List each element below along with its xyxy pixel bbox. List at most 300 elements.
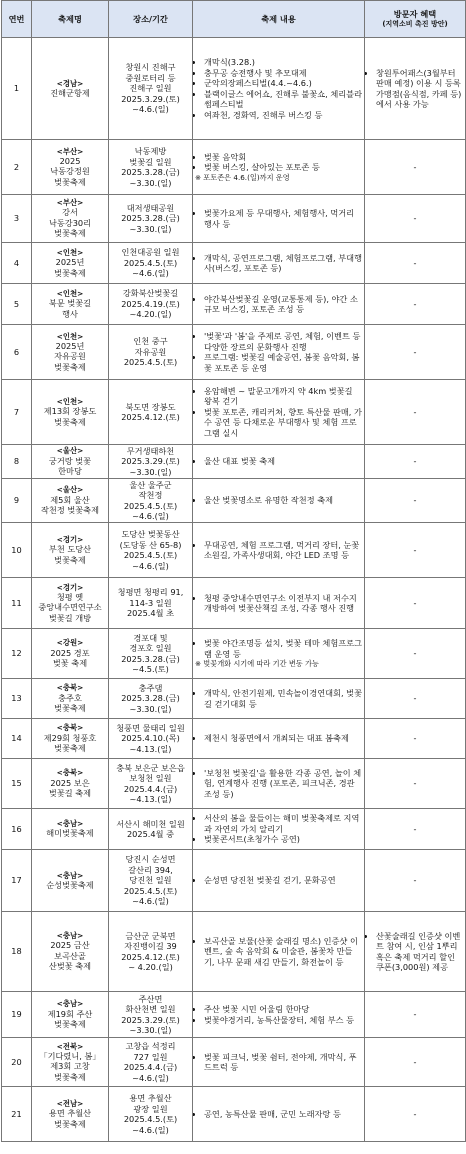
region-tag: <경남> <box>56 78 84 88</box>
visitor-benefit-cell: - <box>365 523 466 578</box>
row-number: 21 <box>2 1087 32 1142</box>
place-period-line: ~4.6.(일) <box>132 1072 169 1083</box>
visitor-benefit-cell: - <box>365 992 466 1038</box>
festival-name: 벚꽃축제 <box>54 703 86 714</box>
festival-name: 벚꽃축제 <box>54 416 86 427</box>
row-number: 17 <box>2 850 32 912</box>
content-item: • 무대공연, 체험 프로그램, 먹거리 장터, 눈꽃소원길, 가족사생대회, 야간 LED 조명 등 <box>204 540 362 561</box>
content-list <box>195 813 362 845</box>
visitor-benefit-cell: - <box>365 1038 466 1087</box>
festival-name: 부천 도당산 <box>48 544 92 555</box>
header-no: 연번 <box>2 1 32 38</box>
row-number: 10 <box>2 523 32 578</box>
content-note: ※ 벚꽃개화 시기에 따라 기간 변동 가능 <box>195 659 319 669</box>
festival-name-cell <box>32 140 109 195</box>
content-item: • 벚꽃 야간조명등 설치, 벚꽃 테마 체험프로그램 운영 등 <box>204 638 362 659</box>
content-item: • 보곡산골 보물(산꽃 술래길 명소) 인증샷 이벤트, 숲 속 음악회 & 미술관, 봄꽃차 만들기, 나무 문패 새김 만들기, 화전놀이 등 <box>204 936 362 968</box>
festival-name: 2025 경포 <box>50 647 90 658</box>
place-period-line: 작천정 <box>138 490 163 500</box>
content-list <box>195 733 362 744</box>
place-period-line: 2025.4.5.(토) <box>123 885 178 896</box>
region-tag: <인천> <box>56 396 84 406</box>
header-name: 축제명 <box>32 1 109 38</box>
row-number: 16 <box>2 809 32 850</box>
visitor-benefit-cell: - <box>365 243 466 284</box>
content-list <box>195 1004 362 1025</box>
content-list <box>195 57 362 120</box>
content-list <box>195 1052 362 1073</box>
place-period-line: 청평면 청평리 91, <box>117 587 184 598</box>
festival-name-cell <box>32 479 109 523</box>
place-period-line: ~3.30.(일) <box>129 177 172 188</box>
place-period-line: ~4.13.(일) <box>129 743 172 754</box>
festival-name-cell <box>32 912 109 992</box>
content-list <box>195 593 362 614</box>
row-number: 8 <box>2 445 32 479</box>
visitor-benefit-cell: - <box>365 759 466 809</box>
place-period-cell <box>109 140 193 195</box>
festival-name: 낙동강정원 <box>50 166 90 177</box>
place-period-line: 고창읍 석정리 <box>125 1041 176 1051</box>
content-item: • 충무공 승전행사 및 추모대제 <box>204 68 362 79</box>
festival-name-cell <box>32 679 109 719</box>
visitor-benefit-cell: - <box>365 629 466 679</box>
region-tag: <인천> <box>56 331 84 341</box>
place-period-line: 2025.3.28.(금) <box>121 693 180 704</box>
festival-content-cell <box>193 719 365 759</box>
place-period-line: 2025.4.10.(목) <box>121 733 180 744</box>
festival-content-cell <box>193 629 365 679</box>
place-period-cell <box>109 325 193 380</box>
row-number: 14 <box>2 719 32 759</box>
visitor-benefit-cell: - <box>365 325 466 380</box>
place-period-line: 금산군 군북면 <box>125 930 176 941</box>
table-row <box>2 140 466 195</box>
place-period-line: 낙동제방 <box>134 146 167 156</box>
festival-content-cell <box>193 140 365 195</box>
place-period-line: 당진시 순성면 <box>125 854 176 865</box>
festival-name: 산벚꽃 축제 <box>48 961 92 972</box>
table-row <box>2 1038 466 1087</box>
festival-name-cell <box>32 759 109 809</box>
table-body <box>2 38 466 1142</box>
festival-name: 제19회 주산 <box>47 1008 93 1019</box>
festival-content-cell <box>193 809 365 850</box>
place-period-cell <box>109 1038 193 1087</box>
place-period-cell <box>109 679 193 719</box>
region-tag: <울산> <box>56 446 84 456</box>
row-number: 11 <box>2 578 32 629</box>
place-period-line: 자진뱅이길 39 <box>124 941 177 951</box>
festival-name-cell <box>32 992 109 1038</box>
row-number: 9 <box>2 479 32 523</box>
row-number: 5 <box>2 284 32 325</box>
row-number: 7 <box>2 380 32 445</box>
place-period-line: 2025.4.5.(토) <box>123 500 178 511</box>
festival-content-cell <box>193 38 365 140</box>
content-item: • 순성면 당진천 벚꽃길 걷기, 문화공연 <box>204 875 362 886</box>
place-period-line: ~4.6.(일) <box>132 1124 169 1135</box>
content-item: • 서산의 봄을 물들이는 해미 벚꽃축제로 지역과 자연의 가치 알리기 <box>204 813 362 834</box>
header-benefit-title: 방문자 혜택 <box>393 9 437 20</box>
place-period-line: 2025.3.28.(금) <box>121 213 180 224</box>
place-period-line: 중원로터리 등 <box>125 72 176 83</box>
festival-content-cell <box>193 195 365 243</box>
festival-content-cell <box>193 679 365 719</box>
place-period-line: 2025.4.4.(금) <box>123 1062 178 1072</box>
content-item: • 여좌천, 경화역, 진해루 버스킹 등 <box>204 110 362 121</box>
festival-name: 제3회 고창 <box>50 1061 90 1072</box>
place-period-line: ~ 4.20.(일) <box>128 962 173 972</box>
row-number: 12 <box>2 629 32 679</box>
festival-name: 벚꽃축제 <box>54 267 86 278</box>
festival-name: 벚꽃축제 <box>54 228 86 239</box>
content-item: • 울산 대표 벚꽃 축제 <box>204 456 362 467</box>
benefit-list <box>367 68 463 110</box>
content-item: • 개막식, 안전기원제, 민속놀이경연대회, 벚꽃길 걷기대회 등 <box>204 688 362 709</box>
visitor-benefit-cell <box>365 38 466 140</box>
festival-name: 충주호 <box>58 692 82 703</box>
place-period-line: ~4.6.(일) <box>132 560 169 571</box>
place-period-line: 창원시 진해구 <box>125 62 176 73</box>
place-period-line: 울산 울주군 <box>129 479 172 490</box>
festival-name: 중앙내수면연구소 <box>38 602 102 613</box>
place-period-cell <box>109 479 193 523</box>
festival-name: 벚꽃축제 <box>54 554 86 565</box>
place-period-line: ~3.30.(일) <box>129 223 172 234</box>
festival-content-cell <box>193 759 365 809</box>
place-period-line: ~3.30.(일) <box>129 466 172 477</box>
region-tag: <인천> <box>56 288 84 298</box>
place-period-line: 보청천 일원 <box>129 773 172 783</box>
place-period-line: 2025.4.5.(토) <box>123 257 178 268</box>
benefit-item: • 창원투어패스(3월부터 판매 예정) 이용 시 등록 가맹점(음식점, 카페 등)에서 사용 가능 <box>376 68 463 110</box>
place-period-line: 2025.3.29.(토) <box>121 456 180 467</box>
content-item: • 제천시 청풍면에서 개최되는 대표 봄축제 <box>204 733 362 744</box>
content-list <box>195 1109 362 1120</box>
festival-name-cell <box>32 284 109 325</box>
content-item: • 벚꽃 버스킹, 살아있는 포토존 등 <box>204 162 362 173</box>
region-tag: <울산> <box>56 485 84 495</box>
festival-name-cell <box>32 325 109 380</box>
table-row <box>2 759 466 809</box>
festival-name: 벚꽃길 축제 <box>48 788 92 799</box>
row-number: 13 <box>2 679 32 719</box>
place-period-line: 서산시 해미천 일원 <box>116 818 185 829</box>
content-list <box>195 253 362 274</box>
place-period-line: 경포대 및 <box>133 632 168 643</box>
festival-name-cell <box>32 523 109 578</box>
festival-name: 벚꽃축제 <box>54 743 86 754</box>
place-period-line: 727 일원 <box>133 1051 168 1062</box>
content-item: • 개막식(3.28.) <box>204 57 362 68</box>
place-period-line: ~3.30.(일) <box>129 703 172 714</box>
festival-content-cell <box>193 325 365 380</box>
region-tag: <전남> <box>56 1098 84 1108</box>
row-number: 20 <box>2 1038 32 1087</box>
festival-content-cell <box>193 850 365 912</box>
place-period-line: 주산면 <box>138 993 163 1004</box>
place-period-cell <box>109 578 193 629</box>
place-period-line: 당진천 일원 <box>129 875 172 886</box>
festival-name: 한마당 <box>58 466 82 477</box>
row-number: 19 <box>2 992 32 1038</box>
place-period-line: 도당산 벚꽃동산 <box>121 529 180 539</box>
festival-name: 보곡산골 <box>54 950 86 961</box>
place-period-cell <box>109 195 193 243</box>
table-row <box>2 380 466 445</box>
festival-name-cell <box>32 850 109 912</box>
place-period-cell <box>109 759 193 809</box>
content-item: • 벚꽃콘서트(초청가수 공연) <box>204 834 362 845</box>
benefit-item: • 산꽃술래길 인증샷 이벤트 참여 시, 인삼 1뿌리 혹은 축제 먹거리 할인 쿠폰(3,000원) 제공 <box>376 931 463 973</box>
festival-name: 제5회 울산 <box>50 494 90 505</box>
place-period-line: 2025.4.12.(토) <box>121 951 180 962</box>
place-period-line: 2025.4.5.(토) <box>123 357 178 368</box>
region-tag: <충남> <box>56 870 84 880</box>
region-tag: <강원> <box>56 638 84 648</box>
place-period-line: 2025.4월 중 <box>126 829 175 839</box>
festival-name: 행사 <box>62 308 78 319</box>
visitor-benefit-cell: - <box>365 445 466 479</box>
festival-name: 제29회 청풍호 <box>43 732 97 743</box>
festival-content-cell <box>193 992 365 1038</box>
content-item: • '벚꽃'과 '봄'을 주제로 공연, 체험, 이벤트 등 다양한 장르의 문화행사 진행 <box>204 331 362 352</box>
region-tag: <충남> <box>56 999 84 1009</box>
festival-name: 2025년 <box>55 257 85 268</box>
table-row <box>2 992 466 1038</box>
content-list <box>195 495 362 506</box>
content-item: • 군악의장페스티벌(4.4.~4.6.) <box>204 78 362 89</box>
visitor-benefit-cell: - <box>365 195 466 243</box>
festival-name-cell <box>32 445 109 479</box>
region-tag: <경기> <box>56 534 84 544</box>
place-period-line: 114-3 일원 <box>129 597 172 608</box>
festival-name: 벚꽃축제 <box>54 1071 86 1082</box>
content-item: • 벚꽃 음악회 <box>204 152 362 163</box>
festival-name: 2025 <box>59 155 81 166</box>
festival-name: 2025년 <box>55 340 85 351</box>
festival-name-cell <box>32 809 109 850</box>
visitor-benefit-cell: - <box>365 679 466 719</box>
place-period-cell <box>109 380 193 445</box>
place-period-cell <box>109 809 193 850</box>
place-period-line: 갈산리 394, <box>128 864 173 875</box>
table-row <box>2 578 466 629</box>
content-list <box>195 768 362 800</box>
place-period-line: 대저생태공원 <box>126 202 175 213</box>
festival-name: 벚꽃축제 <box>54 1019 86 1030</box>
table-row <box>2 325 466 380</box>
place-period-line: 2025.4.5.(토) <box>123 550 178 560</box>
region-tag: <충남> <box>56 819 84 829</box>
visitor-benefit-cell: - <box>365 1087 466 1142</box>
content-item: • 벚꽃가요제 등 무대행사, 체험행사, 먹거리 행사 등 <box>204 208 362 229</box>
festival-content-cell <box>193 445 365 479</box>
festival-name-cell <box>32 38 109 140</box>
place-period-cell <box>109 523 193 578</box>
region-tag: <전북> <box>56 1041 84 1051</box>
header-place: 장소/기간 <box>109 1 193 38</box>
row-number: 2 <box>2 140 32 195</box>
festival-name: 낙동강30리 <box>48 217 92 228</box>
content-list <box>195 386 362 439</box>
content-item: • 주산 벚꽃 시민 어울림 한마당 <box>204 1004 362 1015</box>
place-period-cell <box>109 1087 193 1142</box>
table-row <box>2 1087 466 1142</box>
place-period-line: 2025.4.4.(금) <box>123 783 178 794</box>
visitor-benefit-cell: - <box>365 578 466 629</box>
festival-name: 2025 금산 <box>50 940 90 951</box>
content-list <box>195 688 362 709</box>
table-row <box>2 850 466 912</box>
place-period-line: ~4.6.(일) <box>132 268 169 279</box>
header-content: 축제 내용 <box>193 1 365 38</box>
festival-content-cell <box>193 380 365 445</box>
place-period-line: 인천대공원 일원 <box>121 247 180 258</box>
content-item: • 벚꽃 피크닉, 벚꽃 쉼터, 전야제, 개막식, 푸드트럭 등 <box>204 1052 362 1073</box>
place-period-line: ~3.30.(일) <box>129 1025 172 1035</box>
place-period-line: 광장 일원 <box>133 1103 168 1114</box>
place-period-line: 2025.4월 초 <box>126 608 175 619</box>
row-number: 4 <box>2 243 32 284</box>
table-row <box>2 38 466 140</box>
benefit-list <box>367 931 463 973</box>
festival-content-cell <box>193 523 365 578</box>
table-row <box>2 912 466 992</box>
festival-name: 청평 옛 <box>56 591 84 602</box>
festival-name: 궁거랑 벚꽃 <box>48 455 92 466</box>
place-period-line: 벚꽃길 일원 <box>129 156 172 167</box>
table-row <box>2 629 466 679</box>
table-row <box>2 479 466 523</box>
region-tag: <충북> <box>56 723 84 733</box>
visitor-benefit-cell: - <box>365 719 466 759</box>
festival-name: 용면 추월산 <box>48 1108 92 1119</box>
region-tag: <경기> <box>56 582 84 592</box>
festival-name: 작천정 벚꽃축제 <box>41 505 99 516</box>
festival-name: 북문 벚꽃길 <box>48 298 92 309</box>
place-period-line: 용면 추월산 <box>129 1093 172 1103</box>
content-item: • 벚꽃 포토존, 캐리커쳐, 향토 특산물 판매, 가수 공연 등 다채로운 부대행사 및 체험 프로그램 실시 <box>204 407 362 439</box>
festival-content-cell <box>193 284 365 325</box>
content-list <box>195 638 362 659</box>
content-list <box>195 936 362 968</box>
festival-name-cell <box>32 1087 109 1142</box>
place-period-line: ~4.6.(일) <box>132 104 169 115</box>
header-benefit-sub: (지역소비 촉진 방안) <box>382 19 448 28</box>
visitor-benefit-cell <box>365 912 466 992</box>
region-tag: <부산> <box>56 146 84 156</box>
table-row <box>2 445 466 479</box>
visitor-benefit-cell: - <box>365 809 466 850</box>
place-period-line: 청풍면 물태리 일원 <box>116 722 185 733</box>
place-period-line: 진해구 일원 <box>129 83 172 94</box>
visitor-benefit-cell: - <box>365 284 466 325</box>
festival-name: 「기다렸니, 봄」 <box>39 1050 101 1061</box>
content-item: • 옹암해변 ~ 말문고개까지 약 4km 벚꽃길 왕복 걷기 <box>204 386 362 407</box>
table-row <box>2 195 466 243</box>
place-period-line: 2025.4.12.(토) <box>121 412 180 422</box>
festival-name-cell <box>32 629 109 679</box>
content-note: ※ 포토존은 4.6.(일)까지 운영 <box>195 172 290 182</box>
region-tag: <충북> <box>56 768 84 778</box>
place-period-line: 2025.4.19.(토) <box>121 298 180 309</box>
header-benefit <box>365 1 466 38</box>
place-period-line: 2025.4.5.(토) <box>123 1114 178 1124</box>
festival-name: 벚꽃길 개방 <box>48 612 92 623</box>
festival-name: 2025 보은 <box>50 777 90 788</box>
place-period-line: 충주댐 <box>138 682 163 693</box>
content-list <box>195 540 362 561</box>
row-number: 15 <box>2 759 32 809</box>
content-list <box>195 208 362 229</box>
festival-name: 진해군항제 <box>50 87 90 98</box>
table-row <box>2 523 466 578</box>
festival-name-cell <box>32 380 109 445</box>
place-period-line: ~4.6.(일) <box>132 896 169 907</box>
festival-name-cell <box>32 719 109 759</box>
festival-name: 해미벚꽃축제 <box>46 828 94 839</box>
place-period-cell <box>109 719 193 759</box>
place-period-line: ~4.20.(일) <box>129 309 172 320</box>
festival-name-cell <box>32 578 109 629</box>
festival-name: 벚꽃축제 <box>54 361 86 372</box>
festival-name: 벚꽃축제 <box>54 1118 86 1129</box>
festival-content-cell <box>193 1038 365 1087</box>
visitor-benefit-cell: - <box>365 850 466 912</box>
place-period-line: 2025.3.29.(토) <box>121 93 180 104</box>
content-item: • 공연, 농특산물 판매, 군민 노래자랑 등 <box>204 1109 362 1120</box>
content-item: • 블랙이글스 에어쇼, 진해루 불꽃쇼, 체리블라썸페스티벌 <box>204 89 362 110</box>
table-row <box>2 719 466 759</box>
festival-content-cell <box>193 1087 365 1142</box>
festival-content-cell <box>193 912 365 992</box>
table-row <box>2 809 466 850</box>
festival-content-cell <box>193 578 365 629</box>
place-period-cell <box>109 629 193 679</box>
content-item: • 울산 벚꽃명소로 유명한 작천정 축제 <box>204 495 362 506</box>
festival-name: 순성벚꽃축제 <box>46 879 94 890</box>
festival-table <box>1 0 466 1142</box>
content-list <box>195 331 362 373</box>
visitor-benefit-cell: - <box>365 380 466 445</box>
festival-name: 벚꽃 축제 <box>52 658 88 669</box>
content-item: • 청평 중앙내수면연구소 이전부지 내 저수지 개방하여 벚꽃산책길 조성, 각종 행사 진행 <box>204 593 362 614</box>
place-period-line: (도당동 산 65-8) <box>119 539 182 550</box>
festival-name: 강서 <box>62 207 78 218</box>
place-period-line: 2025.3.28.(금) <box>121 167 180 177</box>
place-period-line: ~4.5.(토) <box>132 664 169 674</box>
festival-content-cell <box>193 243 365 284</box>
content-item: • 야간북산벚꽃길 운영(교통통제 등), 야간 소규모 버스킹, 포토존 조성 등 <box>204 294 362 315</box>
place-period-line: 화산천변 일원 <box>125 1004 176 1014</box>
place-period-cell <box>109 38 193 140</box>
festival-name-cell <box>32 1038 109 1087</box>
row-number: 1 <box>2 38 32 140</box>
place-period-line: 북도면 장봉도 <box>125 401 176 412</box>
place-period-cell <box>109 243 193 284</box>
place-period-line: ~4.13.(일) <box>129 794 172 804</box>
content-list <box>195 456 362 467</box>
place-period-line: 2025.3.28.(금) <box>121 653 180 664</box>
place-period-line: 충북 보은군 보은읍 <box>116 762 185 773</box>
row-number: 3 <box>2 195 32 243</box>
place-period-line: 인천 중구 <box>133 336 168 347</box>
table-row <box>2 284 466 325</box>
place-period-cell <box>109 850 193 912</box>
festival-name-cell <box>32 195 109 243</box>
